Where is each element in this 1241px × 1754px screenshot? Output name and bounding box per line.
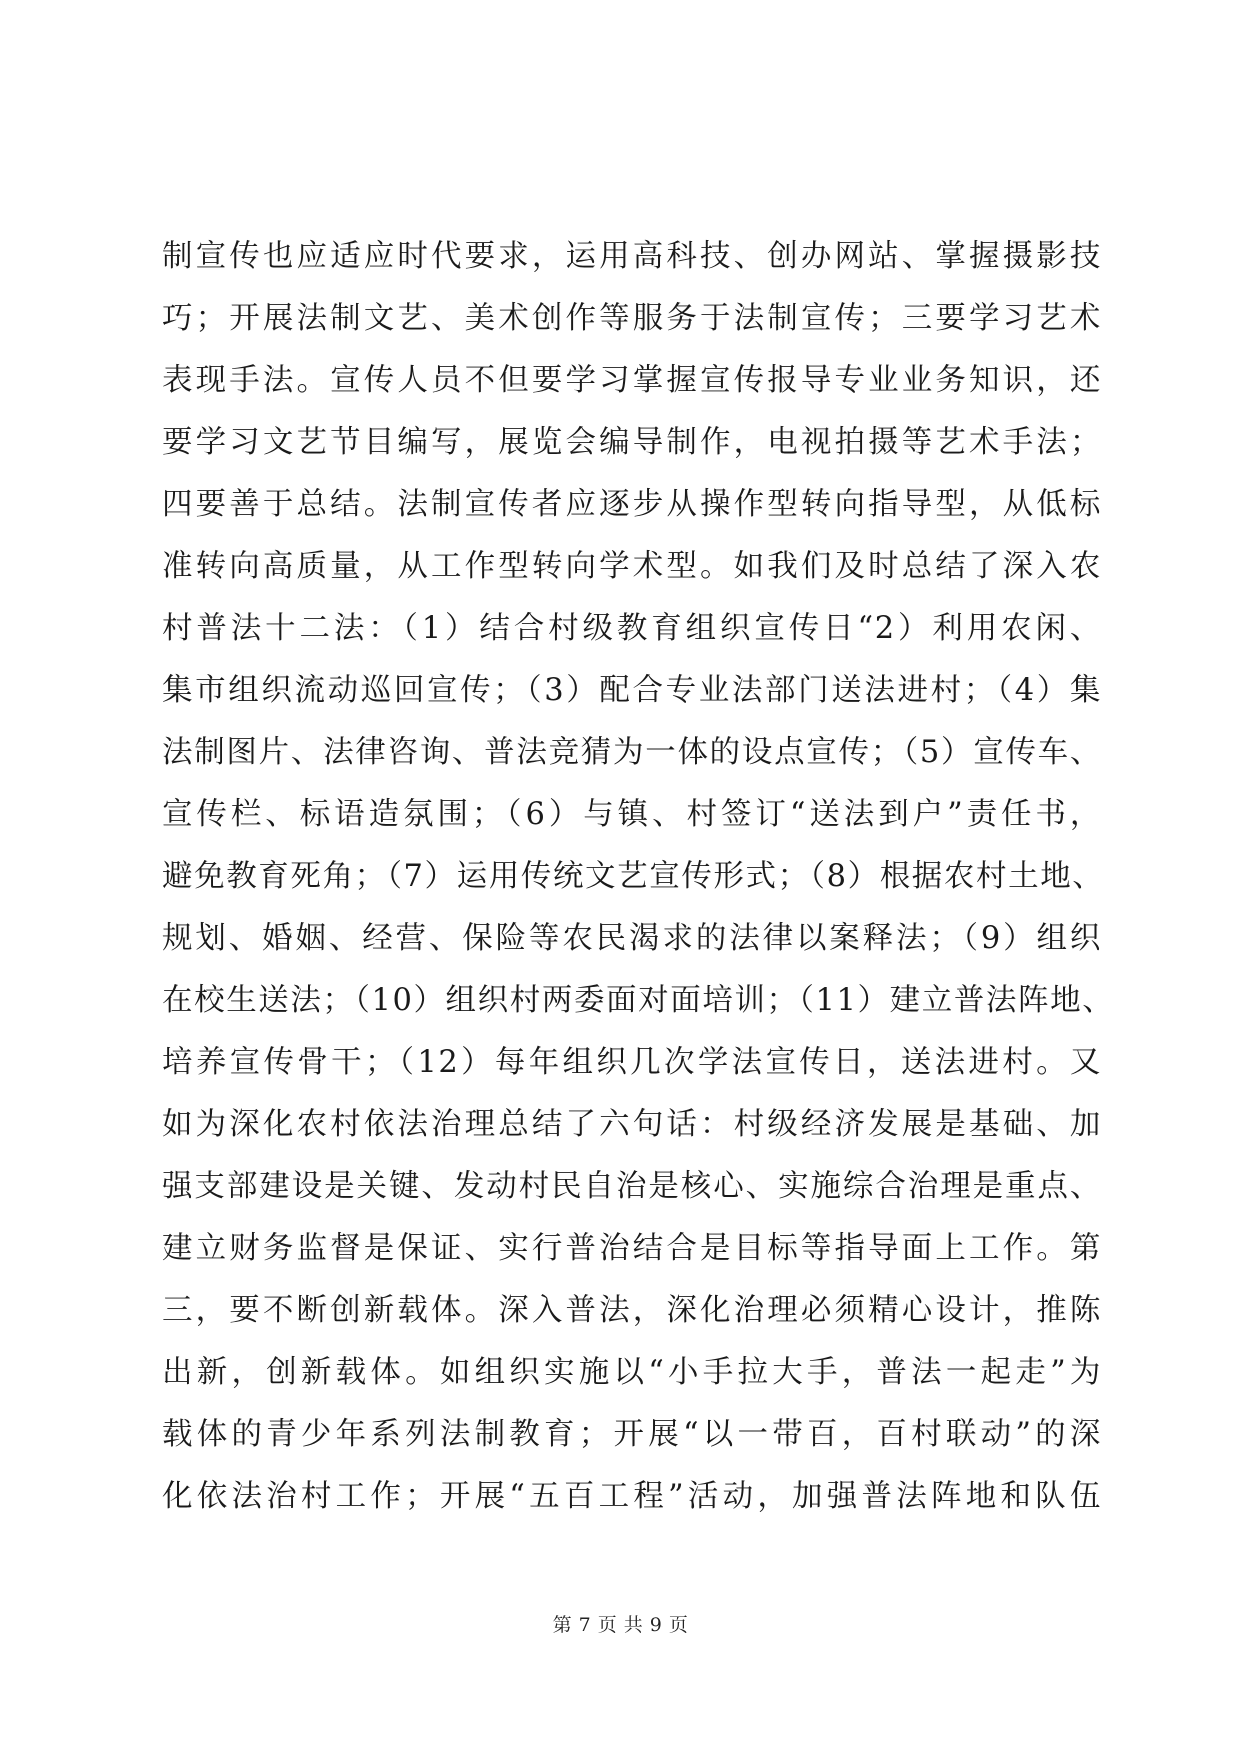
- text-line: 法制图片、法律咨询、普法竞猜为一体的设点宣传；（5）宣传车、: [162, 735, 1102, 770]
- text-line: 巧；开展法制文艺、美术创作等服务于法制宣传；三要学习艺术: [162, 301, 1102, 336]
- text-line: 三，要不断创新载体。深入普法，深化治理必须精心设计，推陈: [162, 1293, 1102, 1328]
- text-line: 宣传栏、标语造氛围；（6）与镇、村签订“送法到户”责任书，: [162, 797, 1102, 832]
- text-line: 集市组织流动巡回宣传；（3）配合专业法部门送法进村；（4）集: [162, 673, 1102, 708]
- text-line: 规划、婚姻、经营、保险等农民渴求的法律以案释法；（9）组织: [162, 921, 1102, 956]
- text-line: 出新，创新载体。如组织实施以“小手拉大手，普法一起走”为: [162, 1355, 1102, 1390]
- text-line: 制宣传也应适应时代要求，运用高科技、创办网站、掌握摄影技: [162, 239, 1102, 274]
- body-text: [162, 226, 1115, 1528]
- text-line: 强支部建设是关键、发动村民自治是核心、实施综合治理是重点、: [162, 1169, 1102, 1204]
- text-line: 表现手法。宣传人员不但要学习掌握宣传报导专业业务知识，还: [162, 363, 1102, 398]
- text-line: 在校生送法；（10）组织村两委面对面培训；（11）建立普法阵地、: [162, 983, 1115, 1018]
- text-line: 村普法十二法：（1）结合村级教育组织宣传日“2）利用农闲、: [162, 611, 1102, 646]
- text-line: 四要善于总结。法制宣传者应逐步从操作型转向指导型，从低标: [162, 487, 1102, 522]
- text-line: 准转向高质量，从工作型转向学术型。如我们及时总结了深入农: [162, 549, 1102, 584]
- text-line: 载体的青少年系列法制教育；开展“以一带百，百村联动”的深: [162, 1417, 1102, 1452]
- text-line: 避免教育死角；（7）运用传统文艺宣传形式；（8）根据农村土地、: [162, 859, 1105, 894]
- text-line: 培养宣传骨干；（12）每年组织几次学法宣传日，送法进村。又: [162, 1045, 1102, 1080]
- text-line: 要学习文艺节目编写，展览会编导制作，电视拍摄等艺术手法；: [162, 425, 1102, 460]
- text-line: 化依法治村工作；开展“五百工程”活动，加强普法阵地和队伍: [162, 1479, 1102, 1514]
- text-line: 建立财务监督是保证、实行普治结合是目标等指导面上工作。第: [162, 1231, 1102, 1266]
- text-line: 如为深化农村依法治理总结了六句话：村级经济发展是基础、加: [162, 1107, 1102, 1142]
- page-footer: 第 7 页 共 9 页: [552, 1614, 689, 1636]
